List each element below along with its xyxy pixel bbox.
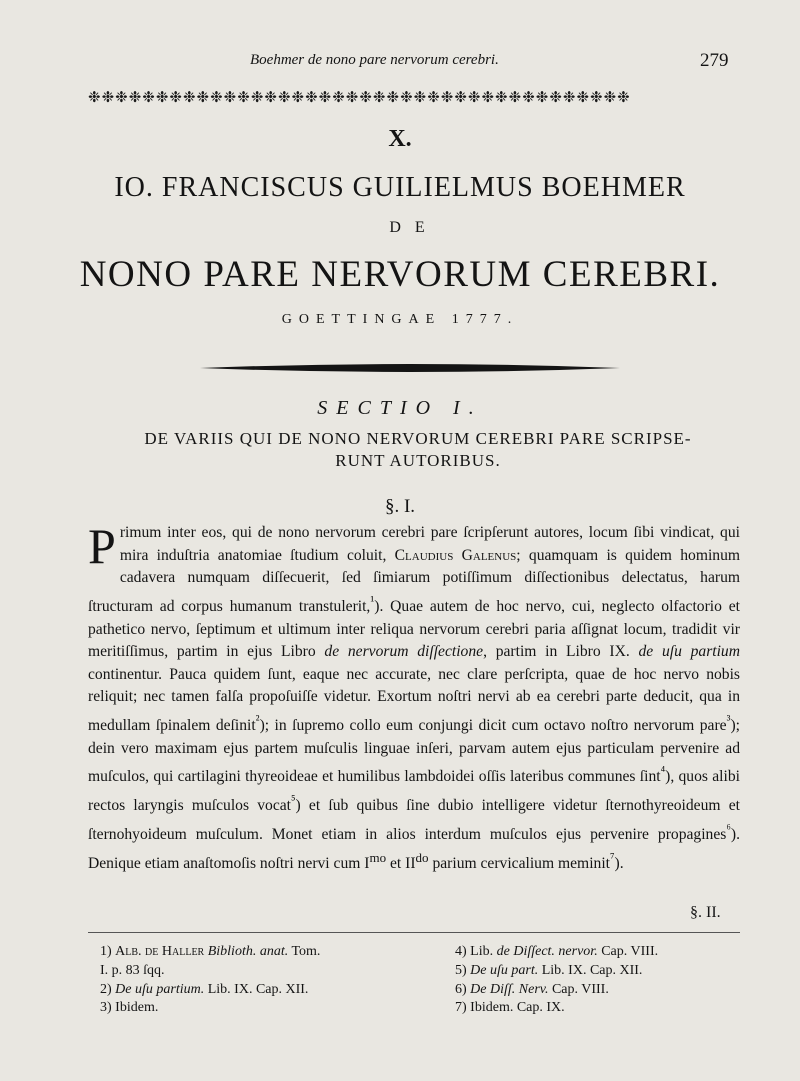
footnote-detail: Tom. <box>288 944 321 959</box>
footnote-detail: Lib. IX. Cap. XII. <box>204 981 309 997</box>
running-title: Boehmer de nono pare nervorum cerebri. <box>250 52 499 68</box>
work-title: NONO PARE NERVORUM CEREBRI. <box>79 254 721 295</box>
footnote-ref: ² <box>255 711 260 727</box>
body-text-run: rimum inter eos, qui de nono nervorum cerebri pare ſcripſerunt autores, locum ſibi vindicat, qui mira induſtria anatomiae ſtudium coluit, <box>119 524 740 564</box>
footnote-work: Biblioth. anat. <box>204 944 289 959</box>
paragraph-mark: §. I. <box>384 496 416 517</box>
footnote-work: de Diſſect. nervor. <box>496 944 598 959</box>
footnote-ref: ¹ <box>370 592 375 608</box>
author-name-galenus: Claudius Galenus <box>394 546 517 564</box>
catchword: §. II. <box>690 904 721 921</box>
body-text-run: ). Quae autem de hoc nervo, cui, neglecto olfactorio et pathetico nervo, ſeptimum et ultimum inter reliqua nervorum cerebri paria aſſignat locum, tradidit vir meritiſſimus, partim in ejus Libro <box>88 597 740 661</box>
footnote-detail: Cap. VIII. <box>597 944 659 959</box>
footnote-line <box>455 962 745 981</box>
footnote-work: De uſu partium. <box>115 981 205 997</box>
footnote-detail: Ibidem. Cap. IX. <box>470 1000 565 1016</box>
body-text-run: parium cervicalium meminit <box>428 854 610 872</box>
footnote-line <box>100 981 440 1000</box>
chapter-numeral: X. <box>388 126 412 152</box>
body-text-run: ) et ſub quibus ſine dubio intelligere videtur ſternothyreoideum et ſternohyoideum muſculum. Monet etiam in alios interdum muſculos ejus pervenire propagines <box>88 797 740 844</box>
footnote-author: Alb. de Haller <box>115 944 205 959</box>
page-number: 279 <box>700 50 729 71</box>
running-head <box>0 50 800 76</box>
body-text-run: ); in ſupremo collo eum conjungi dicit cum octavo noſtro nervorum pare <box>259 717 727 735</box>
ordinal-suffix: mo <box>369 849 387 865</box>
footnote-ref: ⁶ <box>726 820 731 836</box>
body-text-run: ; quamquam is quidem hominum cadavera numquam diſſecuerit, ſed ſimiarum potiſſimum diſſectionibus delectatus, harum ſtructuram ad corpus humanum transtulerit, <box>88 546 740 615</box>
body-text-run: ), quos alibi rectos laryngis muſculos vocat <box>88 768 740 815</box>
body-text-run: , partim in Libro IX. <box>483 643 639 661</box>
footnote-detail: Ibidem. <box>115 1000 159 1016</box>
footnote-number: 2) <box>100 981 116 997</box>
footnote-number: 7) <box>455 1000 471 1016</box>
work-citation: de nervorum diſſectione <box>324 643 484 661</box>
ornament-rule: ❉❉❉❉❉❉❉❉❉❉❉❉❉❉❉❉❉❉❉❉❉❉❉❉❉❉❉❉❉❉❉❉❉❉❉❉❉❉❉❉ <box>88 88 631 106</box>
body-text-run: ). Denique etiam anaſtomoſis noſtri nervi cum I <box>88 826 740 872</box>
footnote-line <box>455 943 745 962</box>
footnote-line <box>100 943 440 962</box>
body-paragraph <box>88 518 740 875</box>
footnote-work: De Diſſ. Nerv. <box>470 981 549 997</box>
footnote-ref: ⁵ <box>291 792 296 808</box>
section-heading-line-2: RUNT AUTORIBUS. <box>335 451 501 470</box>
ordinal-suffix: do <box>415 849 429 865</box>
footnote-number: 4) <box>455 944 471 959</box>
footnote-line <box>100 999 440 1018</box>
work-citation: de uſu partium <box>638 643 740 661</box>
body-text-run: ); dein vero maximam ejus partem muſculis linguae inſeri, parvam autem ejus particulam pervenire ad muſculos, qui cartilagini thyreoideae et humilibus lambdoidei oſſis lateribus communes ſint <box>88 717 740 786</box>
footnote-line <box>455 999 745 1018</box>
footnote-ref: ⁴ <box>660 763 666 779</box>
section-label: SECTIO I. <box>317 397 483 419</box>
footnote-detail: I. p. 83 ſqq. <box>100 962 165 978</box>
footnote-number: 1) <box>100 944 116 959</box>
footnote-line <box>455 981 745 1000</box>
drop-cap: P <box>88 518 116 574</box>
place-date: GOETTINGAE 1777. <box>281 312 519 327</box>
author-name: IO. FRANCISCUS GUILIELMUS BOEHMER <box>114 172 686 203</box>
footnote-ref: ⁷ <box>609 849 615 865</box>
body-text-run: continentur. Pauca quidem ſunt, eaque nec accurate, nec clare perſcripta, quae de hoc nervo nobis reliquit; nec tamen falſa propoſuiſſe videtur. Exortum noſtri nervi ab ea cerebri parte deducit, qua in medullam ſpinalem deſinit <box>88 665 740 735</box>
footnote-ref: ³ <box>726 711 731 727</box>
body-text-run: ). <box>614 854 624 872</box>
title-preposition: DE <box>389 219 439 236</box>
footnote-number: 5) <box>455 962 471 978</box>
body-text-run: et II <box>386 854 416 872</box>
footnote-detail: Cap. VIII. <box>548 981 609 997</box>
footnote-prefix: Lib. <box>470 944 497 959</box>
section-heading-line-1: DE VARIIS QUI DE NONO NERVORUM CEREBRI PARE SCRIPSE- <box>144 429 692 448</box>
footnotes-left-column <box>100 943 440 1018</box>
footnote-separator <box>88 932 740 933</box>
footnote-number: 6) <box>455 981 471 997</box>
swell-rule-divider <box>200 362 620 374</box>
footnote-work: De uſu part. <box>470 962 539 978</box>
section-heading <box>88 428 748 472</box>
footnotes-right-column <box>455 943 745 1018</box>
footnote-number: 3) <box>100 1000 116 1016</box>
footnote-detail: Lib. IX. Cap. XII. <box>538 962 643 978</box>
footnote-line <box>100 962 440 981</box>
